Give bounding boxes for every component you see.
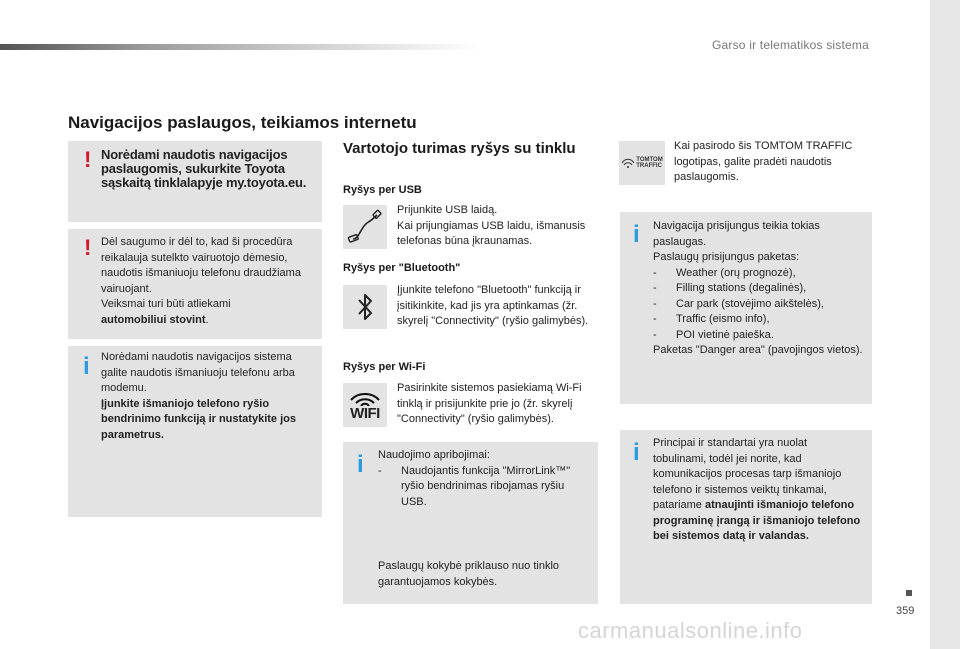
usb-text: Prijunkite USB laidą. Kai prijungiamas USB laidu, išmanusis telefonas būna įkraunamas. — [397, 204, 586, 247]
tomtom-text: Kai pasirodo šis TOMTOM TRAFFIC logotipas, galite pradėti naudotis paslaugomis. — [674, 140, 853, 183]
bluetooth-icon — [353, 292, 377, 322]
bluetooth-text: Įjunkite telefono "Bluetooth" funkciją ir įsitikinkite, kad jis yra aptinkamas (žr. skyrelį "Connectivity" (ryšio galimybės). — [397, 284, 589, 327]
wifi-icon-box — [343, 383, 387, 427]
list-item: - Car park (stovėjimo aikštelės), — [653, 297, 863, 313]
info-icon: i — [633, 221, 640, 248]
wifi-icon — [348, 390, 382, 406]
bluetooth-heading: Ryšys per "Bluetooth" — [343, 262, 461, 274]
tomtom-logo-icon — [621, 157, 635, 169]
info-icon: i — [357, 451, 364, 478]
wifi-text: Pasirinkite sistemos pasiekiamą Wi-Fi tinklą ir prisijunkite prie jo (žr. skyrelį "Connectivity" (ryšio galimybės). — [397, 382, 582, 425]
info-box-modem-text: Norėdami naudotis navigacijos sistema galite naudotis išmaniuoju telefonu arba modemu. Įjunkite išmaniojo telefono ryšio bendrinimo funkciją ir nustatykite jos parametrus. — [101, 351, 296, 441]
chapter-title: Garso ir telematikos sistema — [712, 38, 869, 52]
service-quality-text: Paslaugų kokybė priklauso nuo tinklo garantuojamos kokybės. — [378, 560, 560, 588]
page-number: 359 — [896, 605, 915, 617]
info-box-restrictions — [343, 442, 598, 604]
info-box-restrictions-text: Naudojimo apribojimai: - Naudojantis funkcija "MirrorLink™" ryšio bendrinimas ribojamas ryšiu USB. — [378, 448, 588, 510]
header-rule — [0, 44, 480, 50]
warning-box-safety — [68, 229, 322, 339]
watermark: carmanualsonline.info — [578, 618, 803, 643]
usb-cable-icon — [347, 209, 383, 245]
info-icon: i — [633, 439, 640, 466]
list-item: - Filling stations (degalinės), — [653, 281, 863, 297]
info-box-updates-text: Principai ir standartai yra nuolat tobulinami, todėl jei norite, kad komunikacijos procesas tarp išmaniojo telefono ir sistemos veiktų tinkamai, patariame atnaujinti išmaniojo telefono programinę įrangą ir išmaniojo telefono bei sistemos datą ir valandas. — [653, 437, 861, 542]
usb-heading: Ryšys per USB — [343, 184, 422, 196]
tomtom-logo-box — [619, 141, 665, 185]
info-box-services-text: Navigacija prisijungus teikia tokias paslaugas. Paslaugų prisijungus paketas: - Weather (orų prognozė), - Filling stations (degalinės), - Car park (stovėjimo aikštelės), - Traffic (eismo info), - POI vietinė paieška. Paketas "Danger area" (pavojingos vietos). — [653, 219, 863, 359]
wifi-label: WIFI — [350, 404, 380, 422]
warning-box-account — [68, 141, 322, 222]
info-box-updates — [620, 430, 872, 604]
warning-box-safety-text: Dėl saugumo ir dėl to, kad ši procedūra reikalauja sutelkto vairuotojo dėmesio, naudotis išmaniuoju telefonu draudžiama vairuojant. Veiksmai turi būti atliekami automobiliui stovint. — [101, 236, 301, 326]
section-title: Vartotojo turimas ryšys su tinklu — [343, 140, 576, 157]
page-marker — [906, 590, 912, 596]
tomtom-logo-line2: TRAFFIC — [636, 163, 662, 169]
wifi-heading: Ryšys per Wi-Fi — [343, 361, 426, 373]
list-item: - Traffic (eismo info), — [653, 312, 863, 328]
warning-box-account-text: Norėdami naudotis navigacijos paslaugomis, sukurkite Toyota sąskaitą tinklalapyje my.toyota.eu. — [101, 147, 307, 190]
list-item: - Naudojantis funkcija "MirrorLink™" ryšio bendrinimas ribojamas ryšiu USB. — [378, 464, 588, 511]
warning-icon: ! — [84, 235, 92, 260]
info-icon: i — [83, 353, 90, 380]
restrictions-list — [378, 464, 588, 511]
side-tab — [930, 0, 960, 649]
warning-icon: ! — [84, 147, 92, 172]
tomtom-logo-line1: TOMTOM — [636, 157, 663, 163]
services-list — [653, 266, 863, 344]
info-box-modem — [68, 346, 322, 517]
page-title: Navigacijos paslaugos, teikiamos internetu — [68, 113, 417, 132]
info-box-services — [620, 212, 872, 404]
list-item: - POI vietinė paieška. — [653, 328, 863, 344]
usb-icon-box — [343, 205, 387, 249]
list-item: - Weather (orų prognozė), — [653, 266, 863, 282]
bluetooth-icon-box — [343, 285, 387, 329]
